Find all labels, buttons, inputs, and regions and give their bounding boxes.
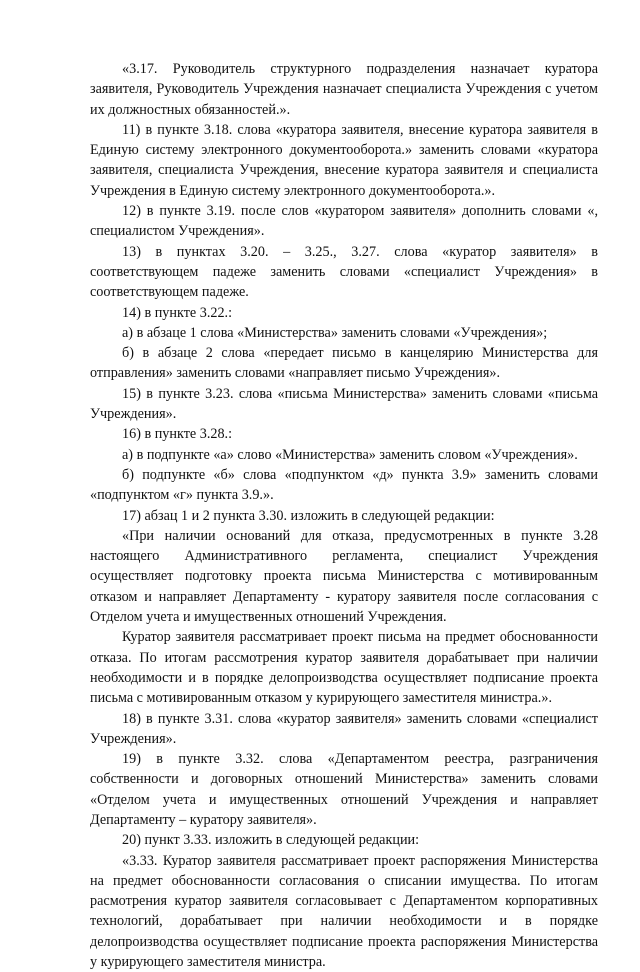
paragraph-item-13: 13) в пунктах 3.20. – 3.25., 3.27. слова «куратор заявителя» в соответствующем падеже заменить словами «специалист Учреждения» в соответствующем падеже. [90,243,598,301]
paragraph-quote-refusal: «При наличии оснований для отказа, предусмотренных в пункте 3.28 настоящего Административного регламента, специалист Учреждения осуществляет подготовку проекта письма Министерства с мотивированным отказом и направляет Департаменту - куратору заявителя после согласования с Отделом учета и имущественных отношений Учреждения. [90,527,598,626]
paragraph-item-15: 15) в пункте 3.23. слова «письма Министерства» заменить словами «письма Учреждения». [90,385,598,423]
paragraph-item-14b: б) в абзаце 2 слова «передает письмо в канцелярию Министерства для отправления» заменить словами «направляет письмо Учреждения». [90,345,598,382]
paragraph-item-16: 16) в пункте 3.28.: [122,426,233,443]
paragraph-quote-curator: Куратор заявителя рассматривает проект письма на предмет обоснованности отказа. По итогам рассмотрения куратор заявителя дорабатывает при наличии необходимости и в порядке делопроизводства осуществляет подписание проекта письма с мотивированным отказом у курирующего заместителя министра.». [90,629,598,707]
paragraph-item-14a: а) в абзаце 1 слова «Министерства» заменить словами «Учреждения»; [122,324,548,341]
paragraph-item-12: 12) в пункте 3.19. после слов «куратором заявителя» дополнить словами «, специалистом Учреждения». [90,203,598,240]
paragraph-item-20: 20) пункт 3.33. изложить в следующей редакции: [122,832,420,849]
paragraph-item-11: 11) в пункте 3.18. слова «куратора заявителя, внесение куратора заявителя в Единую систему электронного документооборота.» заменить словами «куратора заявителя, специалиста Учреждения, внесение куратора заявителя и специалиста Учреждения в Единую систему электронного документооборота.». [90,121,598,199]
paragraph-item-14: 14) в пункте 3.22.: [122,304,233,321]
paragraph-3-33: «3.33. Куратор заявителя рассматривает проект распоряжения Министерства на предмет обоснованности согласования о списании имущества. По итогам расмотрения куратор заявителя согласовывает с Департаментом корпоративных технологий, дорабатывает при наличии необходимости и в порядке делопроизводства осуществляет подписание проекта распоряжения Министерства у курирующего заместителя министра. [90,852,598,971]
paragraph-item-19: 19) в пункте 3.32. слова «Департаментом реестра, разграничения собственности и договорных отношений Министерства» заменить словами «Отделом учета и имущественных отношений Учреждения и направляет Департаменту – куратору заявителя». [90,751,598,828]
paragraph-item-18: 18) в пункте 3.31. слова «куратор заявителя» заменить словами «специалист Учреждения». [90,710,598,747]
paragraph-item-16b: б) подпункте «б» слова «подпунктом «д» пункта 3.9» заменить словами «подпунктом «г» пункта 3.9.». [90,466,598,504]
paragraph-3-17: «3.17. Руководитель структурного подразделения назначает куратора заявителя, Руководитель Учреждения назначает специалиста Учреждения с учетом их должностных обязанностей.». [90,61,598,118]
paragraph-item-16a: а) в подпункте «а» слово «Министерства» заменить словом «Учреждения». [122,446,578,463]
paragraph-item-17: 17) абзац 1 и 2 пункта 3.30. изложить в следующей редакции: [122,507,495,524]
